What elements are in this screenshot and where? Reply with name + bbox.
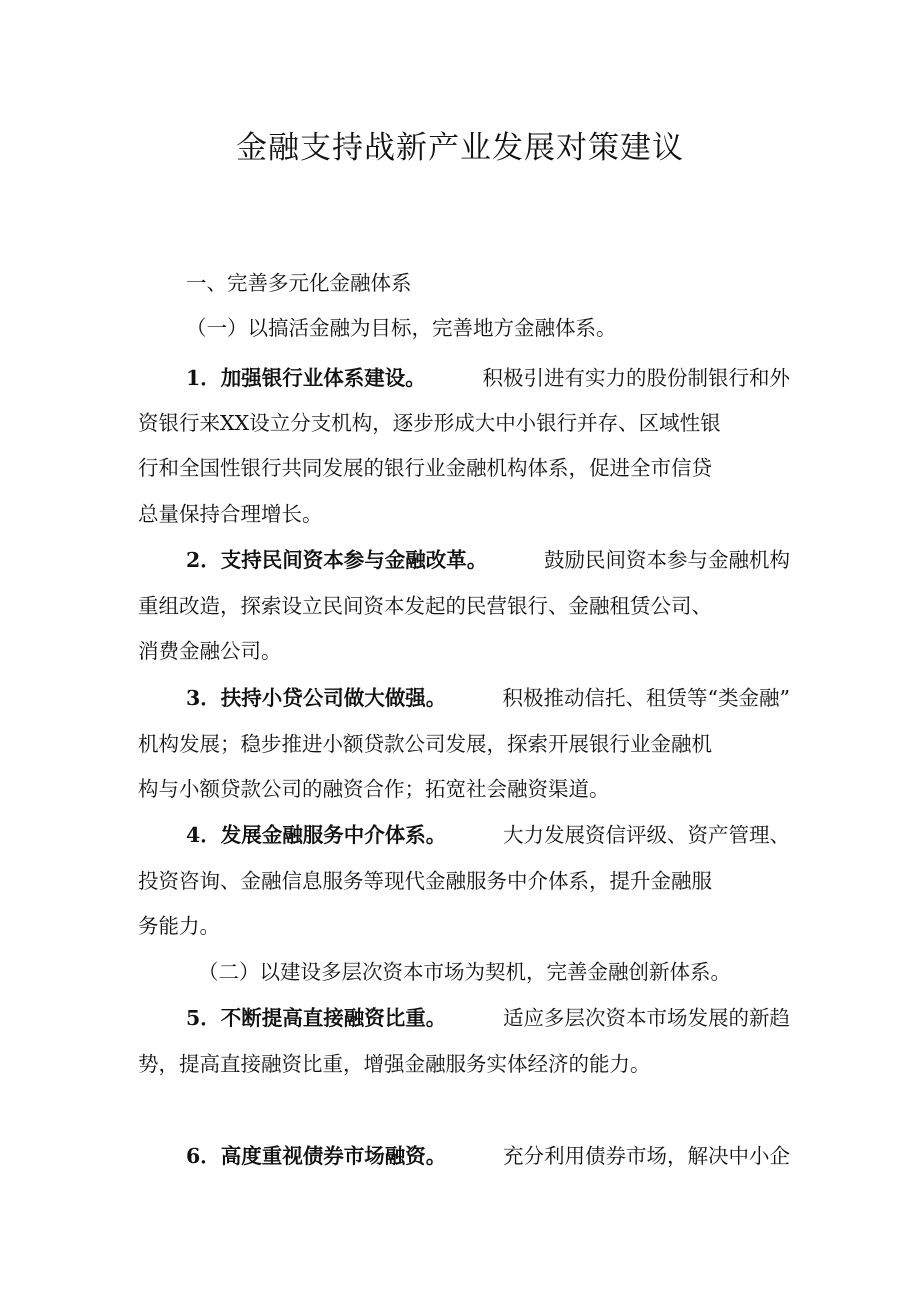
item-5-text-line-2: 势，提高直接融资比重，增强金融服务实体经济的能力。	[138, 1052, 651, 1076]
item-1-text-line-2: 资银行来XX设立分支机构，逐步形成大中小银行并存、区域性银	[138, 411, 721, 435]
paragraph-item-4-line-1	[186, 820, 790, 850]
paragraph-item-2-line-1	[186, 545, 790, 575]
subsection-1-heading: （一）以搞活金融为目标，完善地方金融体系。	[186, 316, 617, 340]
document-title: 金融支持战新产业发展对策建议	[236, 130, 684, 166]
item-3-text-line-3: 构与小额贷款公司的融资合作；拓宽社会融资渠道。	[138, 777, 610, 801]
item-3-text-line-1: 积极推动信托、租赁等“类金融”	[502, 686, 790, 710]
item-5-text-line-1: 适应多层次资本市场发展的新趋	[503, 1006, 790, 1030]
item-4-text-line-1: 大力发展资信评级、资产管理、	[503, 823, 790, 847]
item-4-heading: 4．发展金融服务中介体系。	[186, 823, 447, 847]
item-1-heading: 1．加强银行业体系建设。	[186, 366, 426, 390]
section-heading: 一、完善多元化金融体系	[186, 271, 412, 295]
item-2-heading: 2．支持民间资本参与金融改革。	[186, 548, 488, 572]
item-1-text-line-3: 行和全国性银行共同发展的银行业金融机构体系，促进全市信贷	[138, 456, 712, 480]
paragraph-item-3-line-1	[186, 683, 790, 713]
item-4-text-line-3: 务能力。	[138, 914, 220, 938]
item-1-text-line-1: 积极引进有实力的股份制银行和外	[482, 366, 790, 390]
item-2-text-line-3: 消费金融公司。	[138, 639, 282, 663]
item-3-text-line-2: 机构发展；稳步推进小额贷款公司发展，探索开展银行业金融机	[138, 732, 712, 756]
item-2-text-line-1: 鼓励民间资本参与金融机构	[544, 548, 790, 572]
paragraph-item-1-line-1	[186, 363, 790, 393]
item-2-text-line-2: 重组改造，探索设立民间资本发起的民营银行、金融租赁公司、	[138, 594, 712, 618]
item-6-text-line-1: 充分利用债券市场，解决中小企	[503, 1144, 790, 1168]
item-4-text-line-2: 投资咨询、金融信息服务等现代金融服务中介体系，提升金融服	[138, 869, 712, 893]
item-1-text-line-4: 总量保持合理增长。	[138, 502, 323, 526]
item-3-heading: 3．扶持小贷公司做大做强。	[186, 686, 447, 710]
item-6-heading: 6．高度重视债券市场融资。	[186, 1144, 447, 1168]
paragraph-item-6-line-1	[186, 1141, 790, 1171]
item-5-heading: 5．不断提高直接融资比重。	[186, 1006, 447, 1030]
subsection-2-heading: （二）以建设多层次资本市场为契机，完善金融创新体系。	[198, 960, 731, 984]
paragraph-item-5-line-1	[186, 1003, 790, 1033]
